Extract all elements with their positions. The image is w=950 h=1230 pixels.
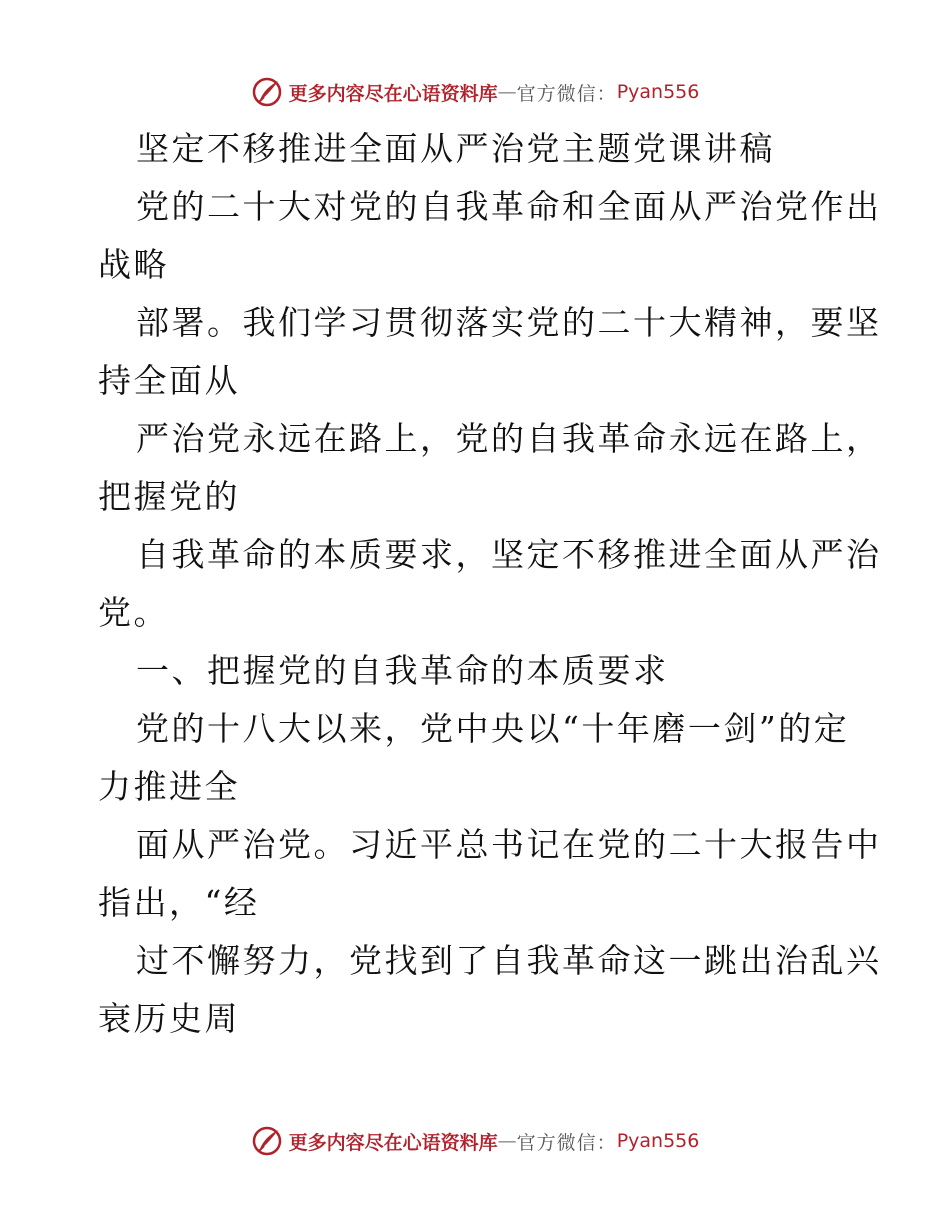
watermark-wechat-id: Pyan556: [616, 81, 700, 103]
paragraph-line: 党的二十大对党的自我革命和全面从严治党作出: [136, 187, 882, 226]
section-heading: 一、把握党的自我革命的本质要求: [136, 651, 669, 690]
paragraph-line: 持全面从: [98, 361, 240, 400]
document-title: 坚定不移推进全面从严治党主题党课讲稿: [136, 129, 775, 168]
paragraph-line: 过不懈努力，党找到了自我革命这一跳出治乱兴: [136, 941, 882, 980]
paragraph-line: 自我革命的本质要求，坚定不移推进全面从严治: [136, 535, 882, 574]
paragraph-line: 严治党永远在路上，党的自我革命永远在路上，: [136, 419, 882, 458]
header-watermark: [0, 72, 950, 112]
watermark-separator: —: [497, 1130, 517, 1152]
watermark-separator: —: [497, 81, 517, 103]
paragraph-line: 党的十八大以来，党中央以“十年磨一剑”的定: [136, 709, 850, 748]
watermark-label: 官方微信：: [516, 1131, 617, 1154]
paragraph-line: 把握党的: [98, 477, 240, 516]
watermark-wechat-id: Pyan556: [616, 1130, 700, 1152]
watermark-brand: 更多内容尽在心语资料库: [288, 82, 498, 105]
paragraph-line: 衰历史周: [98, 999, 240, 1038]
watermark-label: 官方微信：: [516, 82, 617, 105]
footer-watermark: [0, 1121, 950, 1161]
paragraph-line: 部署。我们学习贯彻落实党的二十大精神，要坚: [136, 303, 882, 342]
paragraph-line: 指出，“经: [98, 883, 260, 922]
paragraph-line: 战略: [98, 245, 169, 284]
document-body: [98, 120, 882, 1048]
quill-logo-icon: [251, 1125, 283, 1157]
paragraph-line: 党。: [98, 593, 169, 632]
paragraph-line: 面从严治党。习近平总书记在党的二十大报告中: [136, 825, 882, 864]
paragraph-line: 力推进全: [98, 767, 240, 806]
quill-logo-icon: [251, 76, 283, 108]
watermark-brand: 更多内容尽在心语资料库: [288, 1131, 498, 1154]
